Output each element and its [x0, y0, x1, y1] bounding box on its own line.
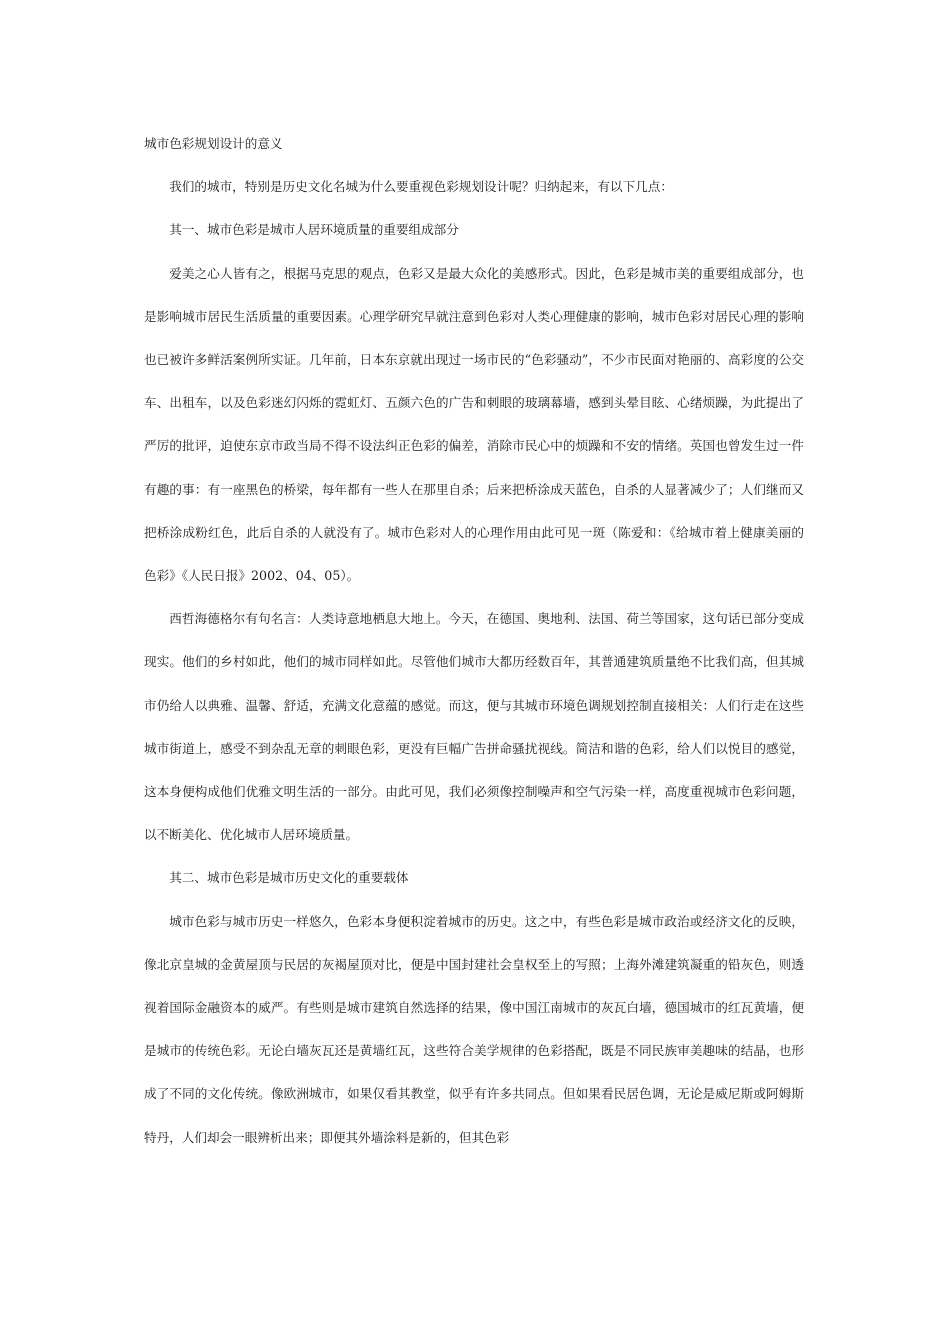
paragraph-2a: 城市色彩与城市历史一样悠久，色彩本身便积淀着城市的历史。这之中，有些色彩是城市政治或经济文化的反映，像北京皇城的金黄屋顶与民居的灰褐屋顶对比，便是中国封建社会皇权至上的写照；上海外滩建筑凝重的铅灰色，则透视着国际金融资本的威严。有些则是城市建筑自然选择的结果，像中国江南城市的灰瓦白墙，德国城市的红瓦黄墙，便是城市的传统色彩。无论白墙灰瓦还是黄墙红瓦，这些符合美学规律的色彩搭配，既是不同民族审美趣味的结晶，也形成了不同的文化传统。像欧洲城市，如果仅看其教堂，似乎有许多共同点。但如果看民居色调，无论是威尼斯或阿姆斯特丹，人们却会一眼辨析出来；即便其外墙涂料是新的，但其色彩: [144, 913, 804, 1145]
paragraph-1a: 爱美之心人皆有之，根据马克思的观点，色彩又是最大众化的美感形式。因此，色彩是城市美的重要组成部分，也是影响城市居民生活质量的重要因素。心理学研究早就注意到色彩对人类心理健康的影响，城市色彩对居民心理的影响也已被许多鲜活案例所实证。几年前，日本东京就出现过一场市民的“色彩骚动”，不少市民面对艳丽的、高彩度的公交车、出租车，以及色彩迷幻闪烁的霓虹灯、五颜六色的广告和刺眼的玻璃幕墙，感到头晕目眩、心绪烦躁，为此提出了严厉的批评，迫使东京市政当局不得不设法纠正色彩的偏差，消除市民心中的烦躁和不安的情绪。英国也曾发生过一件有趣的事：有一座黑色的桥梁，每年都有一些人在那里自杀；后来把桥涂成天蓝色，自杀的人显著减少了；人们继而又把桥涂成粉红色，此后自杀的人就没有了。城市色彩对人的心理作用由此可见一斑（陈爱和：《给城市着上健康美丽的色彩》《人民日报》2002、04、05）。: [144, 265, 804, 584]
document-body: [144, 122, 804, 1159]
section-heading-1: 其一、城市色彩是城市人居环境质量的重要组成部分: [169, 222, 459, 238]
paragraph-1b: 西哲海德格尔有句名言：人类诗意地栖息大地上。今天，在德国、奥地利、法国、荷兰等国家，这句话已部分变成现实。他们的乡村如此，他们的城市同样如此。尽管他们城市大都历经数百年，其普通建筑质量绝不比我们高，但其城市仍给人以典雅、温馨、舒适，充满文化意蕴的感觉。而这，便与其城市环境色调规划控制直接相关：人们行走在这些城市街道上，感受不到杂乱无章的刺眼色彩，更没有巨幅广告拼命骚扰视线。简洁和谐的色彩，给人们以悦目的感觉，这本身便构成他们优雅文明生活的一部分。由此可见，我们必须像控制噪声和空气污染一样，高度重视城市色彩问题，以不断美化、优化城市人居环境质量。: [144, 611, 804, 843]
document-title: 城市色彩规划设计的意义: [144, 136, 283, 151]
section-heading-2: 其二、城市色彩是城市历史文化的重要载体: [169, 870, 409, 886]
paragraph-intro: 我们的城市，特别是历史文化名城为什么要重视色彩规划设计呢？归纳起来，有以下几点：: [169, 179, 673, 195]
